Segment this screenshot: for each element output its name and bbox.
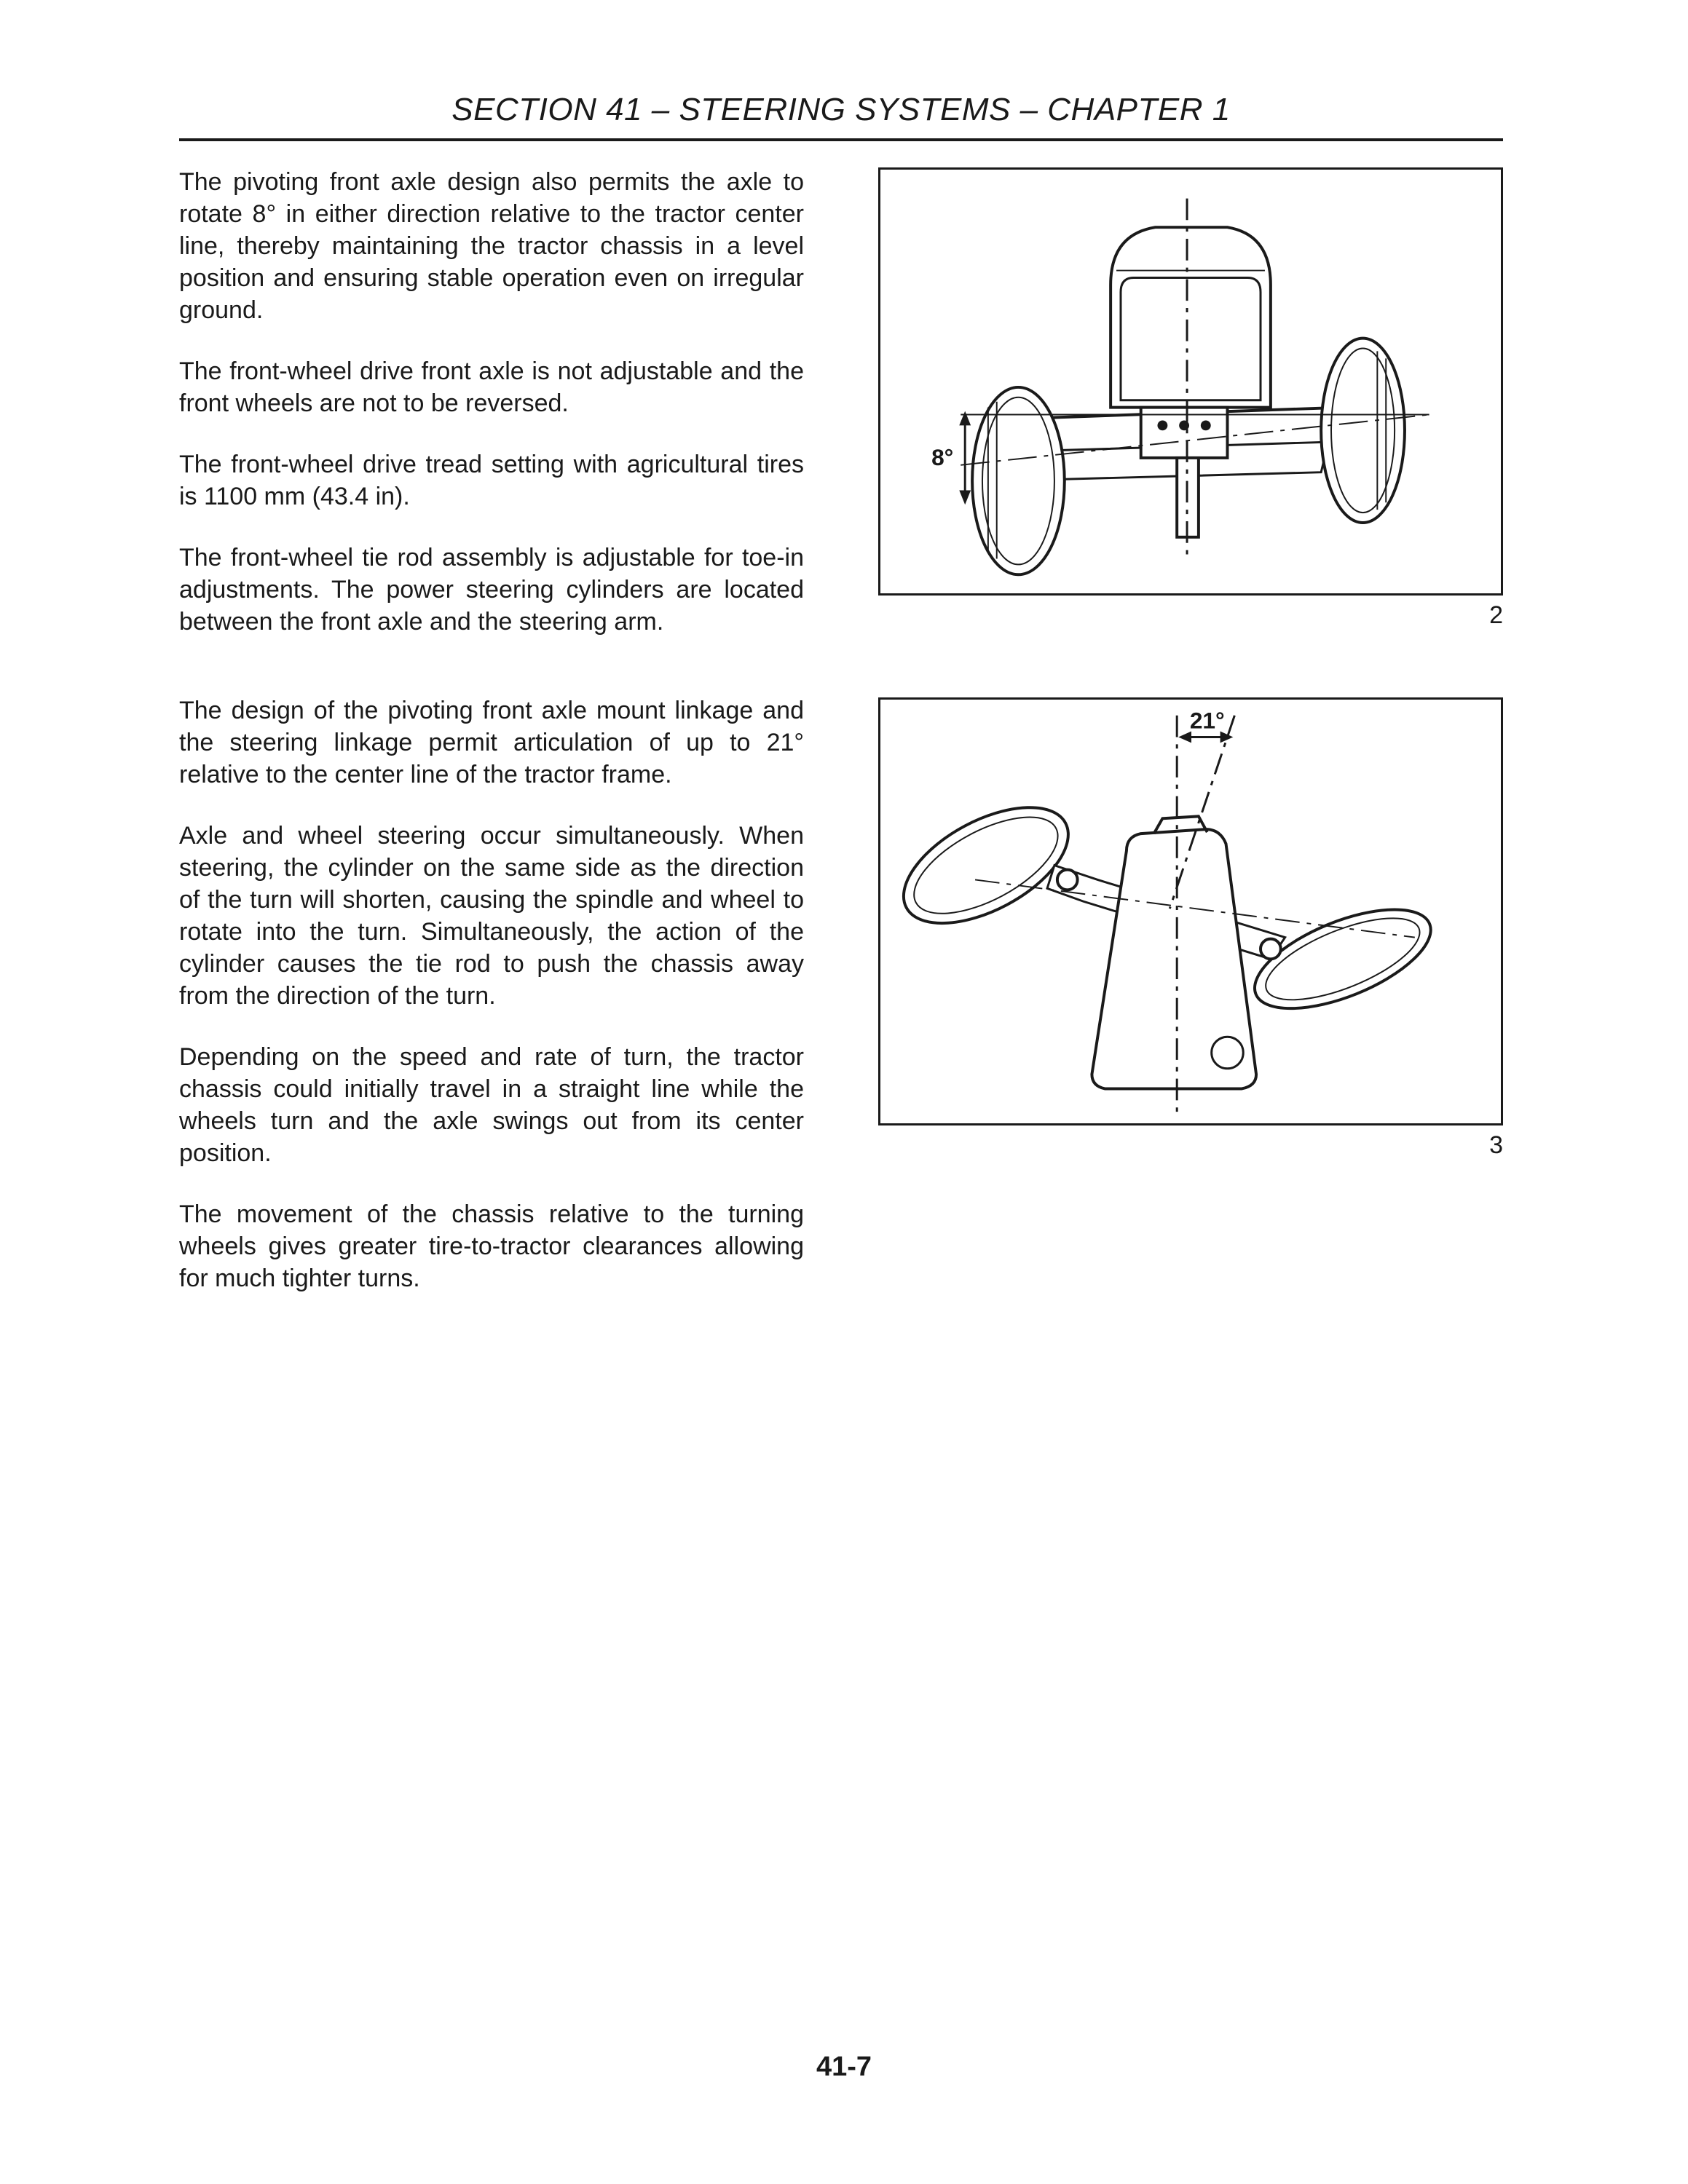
tractor-front-view-illustration [880, 170, 1501, 593]
angle-label-21-degrees: 21° [1189, 707, 1225, 734]
page-number: 41-7 [816, 2052, 872, 2082]
figure-3-steering-articulation [878, 697, 1503, 1125]
paragraph: Axle and wheel steering occur simultaneously. When steering, the cylinder on the same side as the direction of the turn will shorten, causing the spindle and wheel to rotate into the turn. Simultaneously, the action of the cylinder causes the tie rod to push the chassis away from the direction of the turn. [179, 822, 804, 1010]
tractor-turning-illustration [880, 700, 1501, 1123]
paragraph: The pivoting front axle design also permits the axle to rotate 8° in either direction relative to the tractor center line, thereby maintaining the tractor chassis in a level position and ensuring stable operation even on irregular ground. [179, 168, 804, 324]
figure-2-front-axle-oscillation [878, 167, 1503, 596]
section-title: SECTION 41 – STEERING SYSTEMS – CHAPTER 1 [451, 92, 1231, 127]
paragraph: The design of the pivoting front axle mount linkage and the steering linkage permit articulation of up to 21° relative to the center line of the tractor frame. [179, 697, 804, 788]
paragraph: The front-wheel tie rod assembly is adjustable for toe-in adjustments. The power steering cylinders are located between the front axle and the steering arm. [179, 544, 804, 636]
paragraph: The movement of the chassis relative to the turning wheels gives greater tire-to-tractor clearances allowing for much tighter turns. [179, 1200, 804, 1292]
page-header [179, 87, 1503, 141]
paragraph: The front-wheel drive tread setting with agricultural tires is 1100 mm (43.4 in). [179, 451, 804, 510]
text-block-2 [179, 695, 804, 1324]
text-block-1 [179, 166, 804, 667]
paragraph: Depending on the speed and rate of turn, the tractor chassis could initially travel in a straight line while the wheels turn and the axle swings out from its center position. [179, 1043, 804, 1167]
paragraph: The front-wheel drive front axle is not adjustable and the front wheels are not to be reversed. [179, 357, 804, 417]
figure-number-2: 2 [1489, 601, 1503, 629]
figure-number-3: 3 [1489, 1131, 1503, 1159]
angle-label-8-degrees: 8° [931, 443, 954, 470]
